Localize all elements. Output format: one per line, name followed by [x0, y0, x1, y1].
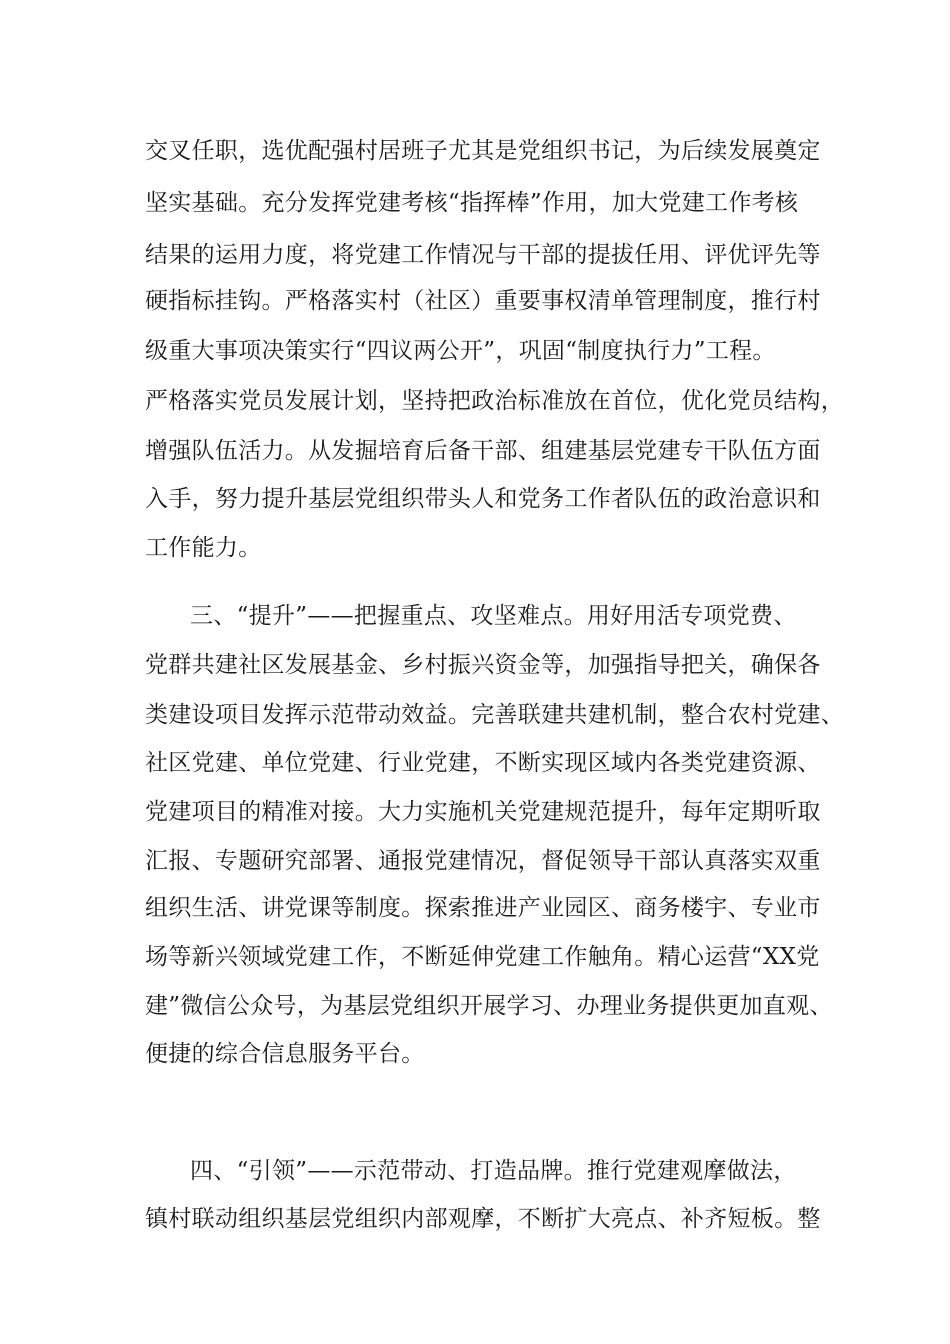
text-line: 坚实基础。充分发挥党建考核“指挥棒”作用，加大党建工作考核: [145, 190, 799, 216]
paragraph-heading-line: 四、“引领”——示范带动、打造品牌。推行党建观摩做法，: [190, 1158, 797, 1184]
text-line: 级重大事项决策实行“四议两公开”，巩固“制度执行力”工程。: [145, 338, 776, 364]
paragraph-heading-line: 三、“提升”——把握重点、攻坚难点。用好用活专项党费、: [190, 603, 797, 629]
text-line: 镇村联动组织基层党组织内部观摩，不断扩大亮点、补齐短板。整: [145, 1206, 821, 1232]
text-line: 增强队伍活力。从发掘培育后备干部、组建基层党建专干队伍方面: [145, 438, 821, 464]
text-line: 类建设项目发挥示范带动效益。完善联建共建机制，整合农村党建、: [145, 702, 844, 728]
text-line: 组织生活、讲党课等制度。探索推进产业园区、商务楼宇、专业市: [145, 895, 821, 921]
text-line: 结果的运用力度，将党建工作情况与干部的提拔任用、评优评先等: [145, 242, 821, 268]
text-line: 党建项目的精准对接。大力实施机关党建规范提升，每年定期听取: [145, 799, 821, 825]
text-line: 党群共建社区发展基金、乡村振兴资金等，加强指导把关，确保各: [145, 652, 821, 678]
text-line: 硬指标挂钩。严格落实村（社区）重要事权清单管理制度，推行村: [145, 288, 821, 314]
text-line: 工作能力。: [145, 535, 262, 561]
text-line: 建”微信公众号，为基层党组织开展学习、办理业务提供更加直观、: [145, 993, 833, 1019]
text-line: 场等新兴领域党建工作，不断延伸党建工作触角。精心运营“XX党: [145, 944, 820, 970]
text-line: 便捷的综合信息服务平台。: [145, 1041, 425, 1067]
text-line: 入手，努力提升基层党组织带头人和党务工作者队伍的政治意识和: [145, 486, 821, 512]
text-line: [145, 1086, 805, 1122]
text-line: 汇报、专题研究部署、通报党建情况，督促领导干部认真落实双重: [145, 848, 821, 874]
text-line: 交叉任职，选优配强村居班子尤其是党组织书记，为后续发展奠定: [145, 138, 821, 164]
text-line: 严格落实党员发展计划，坚持把政治标准放在首位，优化党员结构，: [145, 388, 844, 414]
text-line: 社区党建、单位党建、行业党建，不断实现区域内各类党建资源、: [145, 750, 821, 776]
